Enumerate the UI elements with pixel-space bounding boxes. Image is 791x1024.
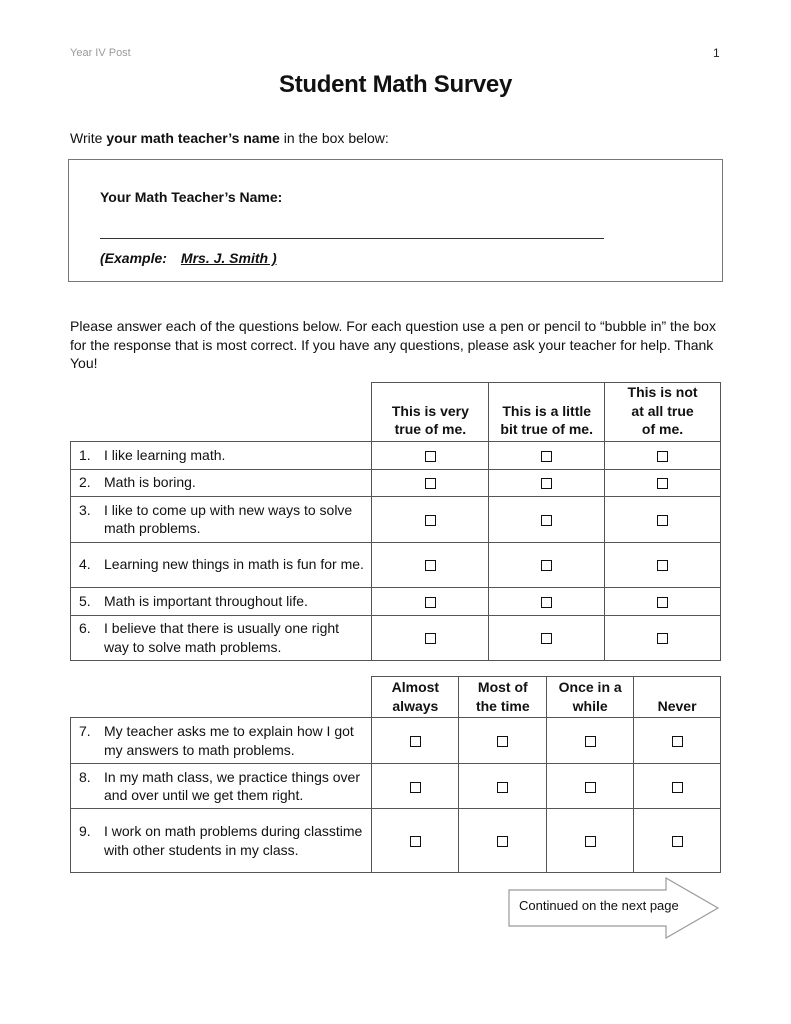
table-row [71, 718, 721, 764]
question-text: I like to come up with new ways to solve math problems. [104, 501, 353, 536]
checkbox[interactable] [425, 597, 436, 608]
question-text: My teacher asks me to explain how I got my answers to math problems. [104, 723, 354, 758]
answer-cell [372, 615, 489, 660]
column-header-almost-always: Almost always [372, 677, 459, 718]
answer-cell [605, 496, 721, 542]
question-number: 9. [79, 823, 91, 839]
answer-cell [634, 809, 721, 873]
checkbox[interactable] [541, 451, 552, 462]
table-row [71, 441, 721, 469]
answer-cell [489, 615, 605, 660]
example-label: (Example: [100, 250, 167, 266]
checkbox[interactable] [410, 736, 421, 747]
continued-on-next-page: Continued on the next page [519, 898, 679, 913]
page-title: Student Math Survey [279, 71, 512, 98]
question-number: 2. [79, 474, 91, 491]
column-header-once-in-a-while: Once in a while [547, 677, 634, 718]
instruction-text-end: in the box below: [279, 130, 389, 146]
checkbox[interactable] [541, 633, 552, 644]
answer-cell [372, 469, 489, 496]
answer-cell [372, 809, 459, 873]
checkbox[interactable] [541, 560, 552, 571]
table-row [71, 469, 721, 496]
checkbox[interactable] [657, 633, 668, 644]
survey-instructions: Please answer each of the questions below. For each question use a pen or pencil to “bubble in” the box for the response that is most correct. If you have any questions, please ask your teacher for help. Thank You! [70, 318, 716, 371]
answer-cell [459, 764, 547, 809]
column-header-never: Never [634, 677, 721, 718]
table-row [71, 764, 721, 809]
checkbox[interactable] [425, 478, 436, 489]
checkbox[interactable] [497, 782, 508, 793]
answer-cell [605, 587, 721, 615]
checkbox[interactable] [657, 597, 668, 608]
example-name: Mrs. J. Smith ) [180, 250, 277, 266]
question-text: Math is boring. [104, 474, 196, 491]
answer-cell [489, 587, 605, 615]
checkbox[interactable] [585, 836, 596, 847]
checkbox[interactable] [425, 560, 436, 571]
question-number: 4. [79, 556, 91, 573]
question-text: I like learning math. [104, 446, 226, 463]
answer-cell [489, 542, 605, 587]
answer-cell [372, 587, 489, 615]
answer-cell [459, 718, 547, 764]
question-text: I believe that there is usually one right way to solve math problems. [104, 620, 340, 655]
checkbox[interactable] [425, 633, 436, 644]
table-row [71, 542, 721, 587]
answer-cell [372, 496, 489, 542]
question-number: 6. [79, 620, 91, 636]
answer-cell [547, 809, 634, 873]
checkbox[interactable] [672, 836, 683, 847]
survey-table-frequency [70, 676, 721, 873]
question-cell [71, 542, 372, 587]
answer-cell [372, 542, 489, 587]
checkbox[interactable] [497, 736, 508, 747]
question-text: In my math class, we practice things over and over until we get them right. [104, 768, 360, 803]
answer-cell [459, 809, 547, 873]
column-header-very-true: This is very true of me. [372, 383, 489, 442]
answer-cell [489, 496, 605, 542]
column-header-most-of-the-time: Most of the time [459, 677, 547, 718]
question-cell [71, 809, 372, 873]
answer-cell [605, 542, 721, 587]
table-row [71, 615, 721, 660]
teacher-name-instruction [70, 130, 389, 146]
checkbox[interactable] [672, 736, 683, 747]
answer-cell [489, 469, 605, 496]
answer-cell [634, 764, 721, 809]
checkbox[interactable] [657, 560, 668, 571]
question-cell [71, 496, 372, 542]
checkbox[interactable] [657, 451, 668, 462]
answer-cell [547, 764, 634, 809]
question-cell [71, 615, 372, 660]
checkbox[interactable] [657, 515, 668, 526]
checkbox[interactable] [585, 782, 596, 793]
instruction-text: Write [70, 130, 107, 146]
question-cell [71, 469, 372, 496]
answer-cell [372, 764, 459, 809]
question-number: 5. [79, 592, 91, 609]
question-cell [71, 764, 372, 809]
table-corner [71, 383, 372, 442]
table-row [71, 587, 721, 615]
checkbox[interactable] [410, 836, 421, 847]
checkbox[interactable] [672, 782, 683, 793]
table-row [71, 809, 721, 873]
answer-cell [372, 441, 489, 469]
checkbox[interactable] [425, 451, 436, 462]
question-cell [71, 587, 372, 615]
checkbox[interactable] [541, 478, 552, 489]
question-text: Math is important throughout life. [104, 592, 308, 609]
checkbox[interactable] [541, 597, 552, 608]
teacher-name-write-line[interactable] [100, 238, 604, 239]
answer-cell [605, 441, 721, 469]
instruction-bold-text: your math teacher’s name [106, 130, 280, 146]
teacher-name-example [100, 250, 277, 266]
page-number: 1 [713, 46, 720, 60]
teacher-name-label: Your Math Teacher’s Name: [100, 189, 283, 205]
column-header-little-true: This is a little bit true of me. [489, 383, 605, 442]
teacher-name-box [68, 159, 723, 282]
table-row [71, 496, 721, 542]
table-corner [71, 677, 372, 718]
header-label: Year IV Post [70, 47, 131, 59]
question-number: 8. [79, 768, 91, 785]
checkbox[interactable] [497, 836, 508, 847]
answer-cell [547, 718, 634, 764]
checkbox[interactable] [585, 736, 596, 747]
question-cell [71, 441, 372, 469]
column-header-not-true: This is not at all true of me. [605, 383, 721, 442]
answer-cell [605, 615, 721, 660]
answer-cell [489, 441, 605, 469]
checkbox[interactable] [410, 782, 421, 793]
question-cell [71, 718, 372, 764]
question-text: Learning new things in math is fun for me. [104, 556, 364, 573]
question-text: I work on math problems during classtime with other students in my class. [104, 823, 363, 858]
question-number: 7. [79, 723, 91, 739]
question-number: 3. [79, 501, 91, 518]
checkbox[interactable] [657, 478, 668, 489]
answer-cell [634, 718, 721, 764]
checkbox[interactable] [425, 515, 436, 526]
question-number: 1. [79, 446, 91, 463]
survey-table-agreement [70, 382, 721, 661]
answer-cell [605, 469, 721, 496]
checkbox[interactable] [541, 515, 552, 526]
answer-cell [372, 718, 459, 764]
